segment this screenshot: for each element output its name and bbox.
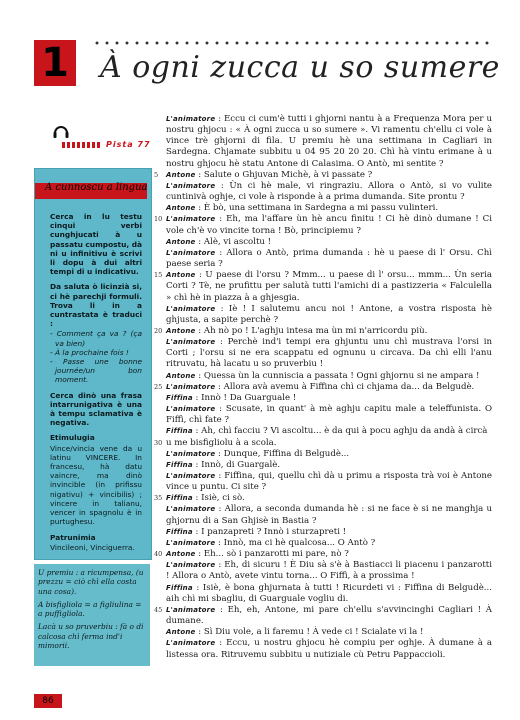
line-number: 5 <box>154 170 159 179</box>
speech-text: Innò, ma ci hè qualcosa... O Antò ? <box>223 537 376 548</box>
exercise-3: Cerca dinò una frasa intarrunigativa è una à tempu sclamativa è negativa. <box>50 390 142 428</box>
speaker-name: Fiffina <box>166 494 193 503</box>
speaker-name: Antone <box>166 371 196 380</box>
speaker-name: Antone <box>166 550 196 559</box>
speech-text: Quessa ùn la cunniscia a passata ! Ogni ghjornu si ne ampara ! <box>203 370 480 381</box>
speaker-name: L'animatore <box>166 115 216 123</box>
speech-text: È bò, una settimana in Sardegna a mi passu vulinteri. <box>203 203 439 214</box>
speaker-name: L'animatore <box>166 449 216 458</box>
speech-text: Eh, eh, Antone, mi pare ch'ellu s'avvincinghi Cagliari ! À dumane. <box>166 604 492 627</box>
audio-track-label: Pista 77 <box>62 140 151 149</box>
speaker-name: Fiffina <box>166 583 193 592</box>
speaker-name: L'animatore <box>166 181 216 190</box>
speech-text: Alè, vi ascoltu ! <box>203 236 272 247</box>
exercise-2: Da saluta ò licinzià si, ci hè parechji formuli. Trova li in a cuntrastata è traduci : <box>50 282 142 329</box>
dialogue-line: L'animatore : Dunque, Fiffina di Belgudè... <box>166 448 350 459</box>
speaker-name: L'animatore <box>166 505 216 514</box>
dialogue-line: 25 L'animatore : Allora avà avemu à Fiffina chì ci chjama da... da Belgudè. <box>154 381 475 392</box>
etymology-text: Vince/vincia vene da u latinu VINCERE. In francesu, hà datu vaincre, ma dinò invincible (in prifissu nigativu) + vincibilis) ; vincere in talianu, vencer in spagnolu è in purtughesu. <box>50 443 142 527</box>
patronymy-heading: Patrunimia <box>50 532 96 542</box>
dialogue-line: Fiffina : I panzapreti ? Innò i sturzapreti ! <box>166 526 347 537</box>
speech-text: U paese di l'orsu ? Mmm... u paese di l' orsu... mmm... Ùn seria Corti ? Tè, ne prufittu per salutà tutti l'amichi di a pastizzeria « Falculella » chì hè in piazza à a ghjesgia. <box>166 270 493 303</box>
speech-text: Isiè, ci sò. <box>201 493 245 504</box>
dialogue-line: L'animatore : Eh, di sicuru ! È Diu sà s'è à Bastiacci li piacenu i panzarotti ! Allora o Antò, avete vintu torna... O Fiffì, à a prossima ! <box>166 560 492 582</box>
dialogue-line: 5 Antone : Salute o Ghjuvan Michè, à vi passate ? <box>154 169 373 180</box>
speech-text: Eh, ma l'affare ùn hè ancu finitu ! Ci hè dinò dumane ! Ci vole ch'è vo vincite torna ! Bò, principiemu ? <box>166 214 492 236</box>
dialogue-line: 35 Fiffina : Isiè, ci sò. <box>154 493 245 504</box>
dialogue-line: Antone : È bò, una settimana in Sardegna a mi passu vulinteri. <box>166 203 439 214</box>
speaker-name: Antone <box>166 237 196 246</box>
exercise-1: Cerca in lu testu cinqui verbi cunghjucati à u passatu cumpostu, dà ni u infinitivu è scrivi li dopu à dui altri tempi di u indicativu. <box>50 212 142 277</box>
speech-text: Iè ! I salutemu ancu noi ! Antone, a vostra risposta hè ghjusta, a sapite perchè ? <box>166 303 492 325</box>
line-number: 20 <box>154 326 163 335</box>
speech-text: I panzapreti ? Innò i sturzapreti ! <box>201 526 347 537</box>
speech-text: Eh, di sicuru ! È Diu sà s'è à Bastiacci li piacenu i panzarotti ! Allora o Antò, avete vintu torna... O Fiffì, à a prossima ! <box>166 560 492 582</box>
dialogue-line: 10 L'animatore : Eh, ma l'affare ùn hè ancu finitu ! Ci hè dinò dumane ! Ci vole ch'è vo vincite torna ! Bò, principiemu ? <box>154 214 492 236</box>
track-decoration-icon <box>62 142 102 148</box>
speaker-name: L'animatore <box>166 639 216 648</box>
dialogue-line: L'animatore : Perchè ind'i tempi era ghjuntu unu chì mustrava l'orsi in Corti ; l'orsu si ne era scappatu ed ognunu u circava. Da chì elli l'anu ritruvatu, hà lacatu u so pruverbiu ! <box>166 337 493 370</box>
speaker-name: L'animatore <box>166 304 216 313</box>
speaker-name: L'animatore <box>166 472 216 480</box>
dialogue-line <box>154 437 492 449</box>
etymology-heading: Etimulugia <box>50 433 95 443</box>
speaker-name: Antone <box>166 326 196 335</box>
speech-text: Eccu ci cum'è tutti i ghjorni nantu à a Frequenza Mora per u nostru ghjocu : « À ogni zucca u so sumere ». Vi ramentu ch'ellu ci vole à vince trè ghjorni di fila. U premiu hè una settimana in Cagliari in Sardegna. Chjamate subbitu u 04 95 20 20 20. Chì hà vintu erimane à u nostru ghjocu hè statu Antone di Calasima. O Antò, mi sentite ? <box>166 114 492 169</box>
speaker-name: Fiffina <box>166 393 193 402</box>
speech-text: Dunque, Fiffina di Belgudè... <box>223 448 350 459</box>
speaker-name: L'animatore <box>166 605 216 614</box>
dialogue-line: Fiffina : Isiè, è bona ghjurnata à tutti ! Ricurdeti vi : Fiffina di Belgudè... aih chì mi sbagliu, di Guarguale vogliu di. <box>166 582 493 604</box>
speaker-name: L'animatore <box>166 215 216 224</box>
speech-text: Salute o Ghjuvan Michè, à vi passate ? <box>203 169 373 180</box>
dialogue-line: Fiffina : Innò, di Guargalè. <box>166 459 281 470</box>
sidebar-heading: A cunnoscu a lingua <box>45 182 148 193</box>
speaker-name: L'animatore <box>166 561 216 570</box>
dialogue-line: 20 Antone : Ah nò po ! L'aghju intesa ma ùn mi n'arricordu più. <box>154 325 428 336</box>
speaker-name: L'animatore <box>166 405 216 414</box>
speech-text: Ùn ci hè male, vi ringraziu. Allora o Antò, si vo vulite cuntinivà oghje, ci vole à risponde à a prima dumanda. Site prontu ? <box>166 180 492 203</box>
line-number: 10 <box>154 215 163 224</box>
patronymy-text: Vincileoni, Vinciguerra. <box>50 542 135 552</box>
dialogue-line: L'animatore : Scusate, in quant' à mè aghju capitu male a teleffunista. O Fiffì, chì fate ? <box>166 404 492 426</box>
dialogue-line: 15 Antone : U paese di l'orsu ? Mmm... u paese di l' orsu... mmm... Ùn seria Corti ? Tè, ne prufittu per salutà tutti l'amichi di a pastizzeria « Falculella » chì hè in piazza à a ghjesgia. <box>154 270 493 303</box>
dialogue-text <box>154 114 493 661</box>
chapter-number: 1 <box>34 40 76 86</box>
speaker-name: Antone <box>166 628 196 637</box>
glossary-entry: U premiu : a ricumpensa, (u prezzu = ciò chì ella costa una cosa). <box>38 568 144 596</box>
speech-text: u me bisfigliolu à a scola. <box>166 437 277 448</box>
glossary-text <box>38 568 146 654</box>
speaker-name: L'animatore <box>166 338 216 347</box>
speech-text: Perchè ind'i tempi era ghjuntu unu chì mustrava l'orsi in Corti ; l'orsu si ne era scappatu ed ognunu u circava. Da chì elli l'anu ritruvatu, hà lacatu u so pruverbiu ! <box>166 337 493 370</box>
dialogue-line: L'animatore : Allora o Antò, prima dumanda : hè u paese di l' Orsu. Chì paese seria ? <box>166 247 492 270</box>
speech-text: Isiè, è bona ghjurnata à tutti ! Ricurdeti vi : Fiffina di Belgudè... aih chì mi sbagliu, di Guarguale vogliu di. <box>166 582 493 604</box>
page-number: 86 <box>34 694 62 708</box>
speech-text: Sì Diu vole, a li faremu ! À vede ci ! Scialate vi la ! <box>203 627 424 638</box>
dotted-rule <box>92 40 492 46</box>
dialogue-line: 40 Antone : Eh... sò i panzarotti mi pare, nò ? <box>154 549 349 560</box>
speech-text: Ah, chì facciu ? Vi ascoltu... è da qui à pocu aghju da andà à circà <box>201 426 488 437</box>
speech-text: Innò ! Da Guarguale ! <box>201 392 297 403</box>
dialogue-line: Antone : Alè, vi ascoltu ! <box>166 236 272 247</box>
speaker-name: Fiffina <box>166 427 193 436</box>
speech-text: Allora avà avemu à Fiffina chì ci chjama da... da Belgudè. <box>223 381 475 392</box>
line-number: 30 <box>154 438 163 447</box>
chapter-title: À ogni zucca u so sumere <box>100 50 500 85</box>
speech-text: Ah nò po ! L'aghju intesa ma ùn mi n'arricordu più. <box>203 325 428 336</box>
line-number: 45 <box>154 605 163 614</box>
dialogue-line: L'animatore : Iè ! I salutemu ancu noi ! Antone, a vostra risposta hè ghjusta, a sapite perchè ? <box>166 303 492 325</box>
dialogue-line: Antone : Sì Diu vole, a li faremu ! À vede ci ! Scialate vi la ! <box>166 627 424 638</box>
dialogue-line: L'animatore : Eccu ci cum'è tutti i ghjorni nantu à a Frequenza Mora per u nostru ghjocu : « À ogni zucca u so sumere ». Vi ramentu ch'ellu ci vole à vince trè ghjorni di fila. U premiu hè una settimana in Cagliari in Sardegna. Chjamate subbitu u 04 95 20 20 20. Chì hà vintu erimane à u nostru ghjocu hè statu Antone di Calasima. O Antò, mi sentite ? <box>166 114 492 169</box>
speaker-name: L'animatore <box>166 248 216 257</box>
dialogue-line: Antone : Quessa ùn la cunniscia a passata ! Ogni ghjornu si ne ampara ! <box>166 370 480 381</box>
speech-text: Allora, a seconda dumanda hè : si ne face è si ne manghja u ghjornu di a San Ghjisè in Bastia ? <box>166 504 492 526</box>
speech-text: Innò, di Guargalè. <box>201 459 281 470</box>
speaker-name: L'animatore <box>166 538 216 547</box>
phrase-list <box>50 329 142 384</box>
speech-text: Scusate, in quant' à mè aghju capitu male a teleffunista. O Fiffì, chì fate ? <box>166 404 492 426</box>
speech-text: Eh... sò i panzarotti mi pare, nò ? <box>203 549 349 560</box>
headphones-icon <box>52 122 70 140</box>
dialogue-line: L'animatore : Fiffina, qui, quellu chì dà u primu a risposta trà voi è Antone vince u puntu. Ci site ? <box>166 471 492 493</box>
glossary-entry: Lacà u so pruverbiu : fà o di calcosa chì ferma ind'i mimorii. <box>38 622 144 651</box>
speaker-name: Antone <box>166 271 196 280</box>
phrase-item: - Passe une bonne journée/un bon moment. <box>50 357 142 385</box>
phrase-item: - À la prochaine fois ! <box>50 347 129 357</box>
glossary-entry: A bisfigliola = a figliulina = a puffigliola. <box>38 599 142 619</box>
phrase-item: - Comment ça va ? (ça va bien) <box>50 329 142 348</box>
speaker-name: Antone <box>166 204 196 213</box>
dialogue-line: L'animatore : Allora, a seconda dumanda hè : si ne face è si ne manghja u ghjornu di a San Ghjisè in Bastia ? <box>166 504 492 526</box>
dialogue-line: L'animatore : Ùn ci hè male, vi ringraziu. Allora o Antò, si vo vulite cuntinivà oghje, ci vole à risponde à a prima dumanda. Site prontu ? <box>166 180 492 203</box>
line-number: 25 <box>154 382 163 391</box>
speaker-name: Fiffina <box>166 460 193 469</box>
speaker-name: L'animatore <box>166 382 216 391</box>
dialogue-line: 45 L'animatore : Eh, eh, Antone, mi pare ch'ellu s'avvincinghi Cagliari ! À dumane. <box>154 604 492 627</box>
speaker-name: Antone <box>166 170 196 179</box>
dialogue-line: L'animatore : Eccu, u nostru ghjocu hè compiu per oghje. À dumane à a listessa ora. Ritruvemu subbitu u nutiziale cù Petru Pappaccioli. <box>166 638 492 660</box>
dialogue-line: L'animatore : Innò, ma ci hè qualcosa... O Antò ? <box>166 537 376 548</box>
speech-text: Fiffina, qui, quellu chì dà u primu a risposta trà voi è Antone vince u puntu. Ci site ? <box>166 471 492 493</box>
speech-text: Eccu, u nostru ghjocu hè compiu per oghje. À dumane à a listessa ora. Ritruvemu subbitu u nutiziale cù Petru Pappaccioli. <box>166 638 492 660</box>
speech-text: Allora o Antò, prima dumanda : hè u paese di l' Orsu. Chì paese seria ? <box>166 247 492 270</box>
sidebar-content <box>50 212 142 558</box>
speaker-name: Fiffina <box>166 527 193 536</box>
dialogue-line: Fiffina : Innò ! Da Guarguale ! <box>166 392 297 403</box>
line-number: 40 <box>154 550 163 559</box>
line-number: 35 <box>154 494 163 503</box>
line-number: 15 <box>154 271 163 280</box>
dialogue-line: Fiffina : Ah, chì facciu ? Vi ascoltu... è da qui à pocu aghju da andà à circà <box>166 426 488 437</box>
